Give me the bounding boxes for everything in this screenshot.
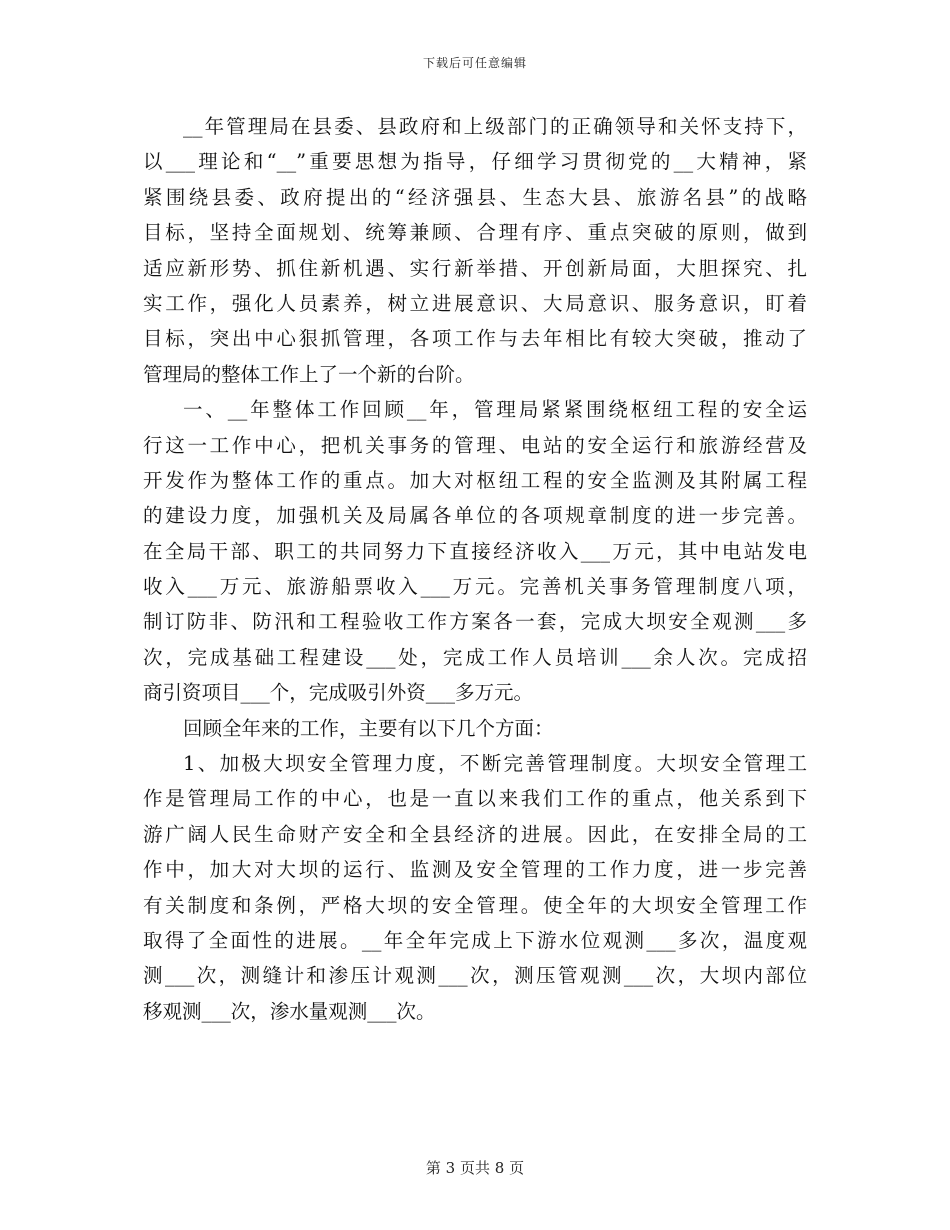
paragraph-line: 回顾全年来的工作，主要有以下几个方面：	[183, 716, 554, 740]
paragraph-line: 测___次，测缝计和渗压计观测___次，测压管观测___次，大坝内部位	[143, 964, 807, 988]
paragraph-line: 游广阔人民生命财产安全和全县经济的进展。因此，在安排全局的工	[143, 822, 807, 846]
paragraph-line: 商引资项目___个，完成吸引外资___多万元。	[143, 681, 534, 705]
document-body	[143, 109, 807, 1029]
paragraph-line: 管理局的整体工作上了一个新的台阶。	[143, 362, 475, 386]
paragraph-line: 适应新形势、抓住新机遇、实行新举措、开创新局面，大胆探究、扎	[143, 256, 807, 280]
page-number: 第 3 页共 8 页	[425, 1159, 525, 1177]
paragraph-line: __年管理局在县委、县政府和上级部门的正确领导和关怀支持下，	[183, 115, 807, 138]
paragraph-line: 的建设力度，加强机关及局属各单位的各项规章制度的进一步完善。	[143, 504, 807, 528]
paragraph-line: 一、__年整体工作回顾__年，管理局紧紧围绕枢纽工程的安全运	[183, 398, 807, 422]
paragraph-line: 制订防非、防汛和工程验收工作方案各一套，完成大坝安全观测___多	[143, 610, 807, 634]
paragraph-line: 1、加极大坝安全管理力度，不断完善管理制度。大坝安全管理工	[183, 752, 807, 776]
paragraph-line: 目标，突出中心狠抓管理，各项工作与去年相比有较大突破，推动了	[143, 327, 807, 351]
paragraph-line: 目标，坚持全面规划、统筹兼顾、合理有序、重点突破的原则，做到	[143, 221, 807, 245]
paragraph-line: 收入___万元、旅游船票收入___万元。完善机关事务管理制度八项，	[143, 575, 807, 599]
paragraph-line: 作中，加大对大坝的运行、监测及安全管理的工作力度，进一步完善	[143, 858, 807, 882]
paragraph-line: 紧围绕县委、政府提出的“经济强县、生态大县、旅游名县”的战略	[143, 185, 807, 209]
paragraph-line: 开发作为整体工作的重点。加大对枢纽工程的安全监测及其附属工程	[143, 468, 807, 492]
paragraph-line: 作是管理局工作的中心，也是一直以来我们工作的重点，他关系到下	[143, 787, 807, 811]
paragraph-line: 移观测___次，渗水量观测___次。	[143, 999, 436, 1023]
paragraph-line: 以___理论和“__”重要思想为指导，仔细学习贯彻党的__大精神，紧	[143, 150, 807, 174]
page-header: 下载后可任意编辑	[422, 56, 527, 70]
paragraph-line: 行这一工作中心，把机关事务的管理、电站的安全运行和旅游经营及	[143, 433, 807, 457]
paragraph-line: 实工作，强化人员素养，树立进展意识、大局意识、服务意识，盯着	[143, 291, 807, 315]
paragraph-line: 在全局干部、职工的共同努力下直接经济收入___万元，其中电站发电	[143, 539, 807, 563]
paragraph-line: 取得了全面性的进展。__年全年完成上下游水位观测___多次，温度观	[143, 928, 807, 952]
paragraph-line: 次，完成基础工程建设___处，完成工作人员培训___余人次。完成招	[143, 645, 807, 669]
paragraph-line: 有关制度和条例，严格大坝的安全管理。使全年的大坝安全管理工作	[143, 893, 807, 917]
